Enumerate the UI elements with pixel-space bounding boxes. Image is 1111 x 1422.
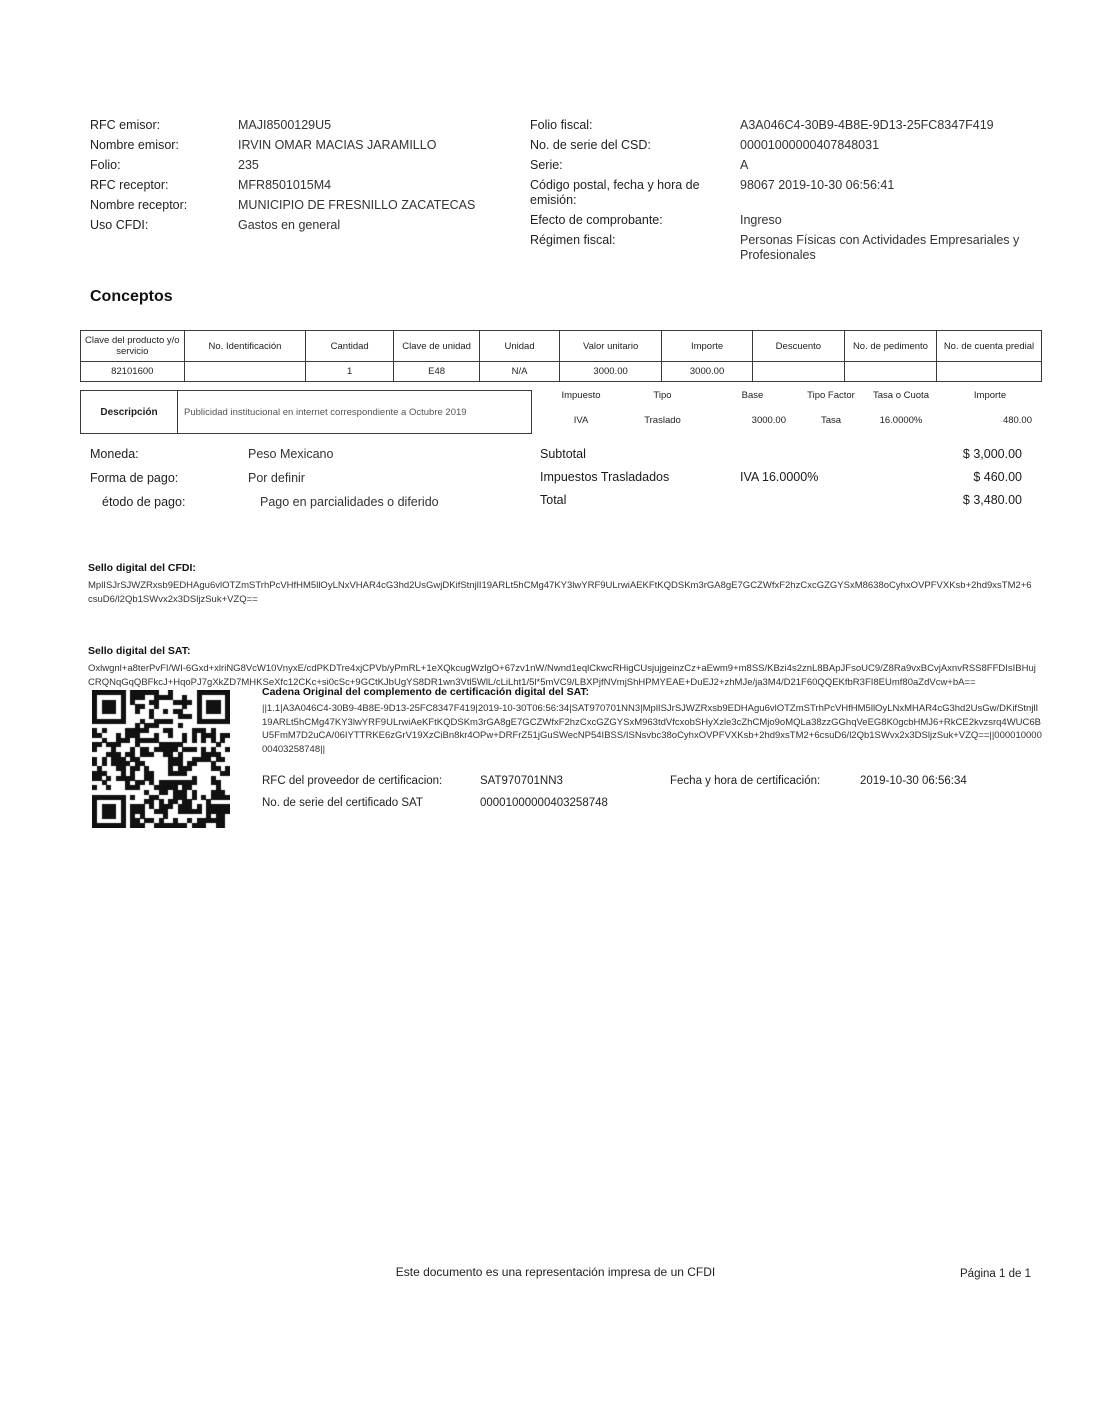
impuestos-header-row	[542, 390, 1042, 401]
field-value: MAJI8500129U5	[238, 118, 332, 132]
field-nombre-emisor	[90, 138, 530, 153]
col-tipo-factor: Tipo Factor	[807, 390, 855, 401]
total-label: Total	[540, 493, 567, 507]
field-value: A3A046C4-30B9-4B8E-9D13-25FC8347F419	[740, 118, 994, 132]
field-label: RFC emisor:	[90, 118, 161, 132]
field-label: Moneda:	[90, 447, 139, 461]
total-amount: $ 3,000.00	[962, 447, 1022, 461]
row-rfc-proveedor	[262, 775, 1042, 787]
field-value: MUNICIPIO DE FRESNILLO ZACATECAS	[238, 198, 476, 212]
field-value: 98067 2019-10-30 06:56:41	[740, 178, 895, 192]
field-rfc-receptor	[90, 178, 530, 193]
cell-importe: 3000.00	[662, 362, 753, 382]
spacer	[860, 797, 1042, 809]
field-uso-cfdi	[90, 218, 530, 233]
cell-importe-impuesto: 480.00	[1002, 415, 1032, 426]
field-label: Código postal, fecha y hora de emisión:	[530, 178, 700, 207]
serie-certificado-value: 00001000000403258748	[480, 797, 608, 809]
section-title-conceptos: Conceptos	[90, 288, 173, 305]
field-codigo-postal-fecha	[530, 178, 1030, 208]
field-label: No. de serie del CSD:	[530, 138, 651, 152]
field-serie-csd	[530, 138, 1030, 153]
qr-code-icon	[92, 690, 230, 828]
certificacion-block	[262, 775, 1042, 819]
footer-page-number: Página 1 de 1	[960, 1268, 1031, 1280]
field-folio	[90, 158, 530, 173]
impuestos-block	[542, 390, 1042, 426]
col-valor-unitario: Valor unitario	[559, 331, 661, 362]
field-value: Por definir	[248, 471, 305, 485]
serie-certificado-label: No. de serie del certificado SAT	[262, 797, 423, 809]
table-header-row	[81, 331, 1042, 362]
col-importe: Importe	[662, 331, 753, 362]
field-label: étodo de pago:	[102, 495, 186, 509]
cell-base: 3000.00	[751, 415, 786, 426]
field-label: Folio:	[90, 158, 121, 172]
field-efecto-comprobante	[530, 213, 1030, 228]
col-unidad: Unidad	[480, 331, 560, 362]
field-value: MFR8501015M4	[238, 178, 332, 192]
cell-valor-unitario: 3000.00	[559, 362, 661, 382]
spacer	[670, 797, 860, 809]
fecha-certificacion-value: 2019-10-30 06:56:34	[860, 775, 967, 787]
field-value: Pago en parcialidades o diferido	[260, 495, 439, 509]
field-value: Gastos en general	[238, 218, 341, 232]
col-importe-impuesto: Importe	[973, 390, 1007, 401]
row-serie-certificado	[262, 797, 1042, 809]
field-folio-fiscal	[530, 118, 1030, 133]
cell-tipo-factor: Tasa	[820, 415, 842, 426]
col-cuenta-predial: No. de cuenta predial	[936, 331, 1041, 362]
cell-unidad: N/A	[480, 362, 560, 382]
total-subtotal	[540, 447, 1040, 461]
total-label: Impuestos Trasladados	[540, 470, 670, 484]
cell-tipo: Traslado	[644, 415, 681, 426]
pago-block	[90, 447, 510, 519]
field-value: IRVIN OMAR MACIAS JARAMILLO	[238, 138, 437, 152]
field-label: RFC receptor:	[90, 178, 169, 192]
footer-note: Este documento es una representación impresa de un CFDI	[395, 1265, 716, 1279]
descripcion-box	[80, 390, 532, 434]
cell-no-pedimento	[844, 362, 936, 382]
field-label: Folio fiscal:	[530, 118, 593, 132]
field-label: Régimen fiscal:	[530, 233, 616, 247]
field-rfc-emisor	[90, 118, 530, 133]
table-row	[81, 362, 1042, 382]
rfc-proveedor-value: SAT970701NN3	[480, 775, 563, 787]
cell-descuento	[752, 362, 844, 382]
field-metodo-pago	[90, 495, 510, 510]
sello-cfdi-block	[88, 562, 1036, 606]
cadena-original-block	[262, 686, 1042, 756]
total-detail: IVA 16.0000%	[740, 470, 819, 484]
field-label: Nombre receptor:	[90, 198, 188, 212]
rfc-proveedor-label: RFC del proveedor de certificacion:	[262, 775, 443, 787]
cell-impuesto: IVA	[573, 415, 589, 426]
total-amount: $ 3,480.00	[962, 493, 1022, 507]
field-regimen-fiscal	[530, 233, 1030, 263]
field-value: 235	[238, 158, 259, 172]
impuestos-data-row	[542, 415, 1042, 426]
field-forma-pago	[90, 471, 510, 486]
descripcion-text: Publicidad institucional en internet correspondiente a Octubre 2019	[184, 406, 467, 418]
total-total	[540, 493, 1040, 507]
field-value: Ingreso	[740, 213, 782, 227]
cell-cantidad: 1	[306, 362, 394, 382]
field-label: Serie:	[530, 158, 563, 172]
sello-sat-text: Oxlwgnl+a8terPvFI/WI-6Gxd+xlriNG8VcW10VnyxE/cdPKDTre4xjCPVb/yPmRL+1eXQkcugWzlgO+67zv1nW/Nwnd1eqlCkwcRHigCUsjujgeinzCz+aEwm9+m8SS/KBzi4s2znL8BApJFsoUC9/Z8Ra9vxBCvjAxnvRSS8FFDIsIBHujCRQNqGqQBFkcJ+HqoPJ7gXkZD7MHKSeXfc12CKc+si0cSc+9GCtKJbUgYS8DR1wn3Vtl5WlL/cLiLht1/5l*5mVC9/LBXPjfNVmjShHPMYEAE+DuEJ2+zhMJe/ja3M4/D21F60QQEKfbR3FI8EUmf80aZdVcw+bA==	[88, 663, 1036, 688]
col-descuento: Descuento	[752, 331, 844, 362]
sello-cfdi-text: MplISJrSJWZRxsb9EDHAgu6vlOTZmSTrhPcVHfHM5llOyLNxVHAR4cG3hd2UsGwjDKifStnjlI19ARLt5hCMg47KY3lwYRF9ULrwiAEKFtKQDSKm3rGA8gE7GCZWfxF2hzCxcGZGYSxM8638oCyhxOVPFVXKsb+2hd9xsTM2+6csuD6/l2Qb1SWvx2x3DSljzSuk+VZQ==	[88, 580, 1032, 605]
sello-sat-title: Sello digital del SAT:	[88, 645, 191, 657]
col-tipo: Tipo	[653, 390, 672, 401]
cell-tasa-cuota: 16.0000%	[879, 415, 923, 426]
cadena-original-title: Cadena Original del complemento de certificación digital del SAT:	[262, 686, 590, 698]
col-clave-producto: Clave del producto y/o servicio	[81, 331, 185, 362]
cell-clave-producto: 82101600	[81, 362, 185, 382]
header-block	[90, 118, 1030, 268]
field-value: Peso Mexicano	[248, 447, 334, 461]
field-label: Nombre emisor:	[90, 138, 179, 152]
cell-clave-unidad: E48	[394, 362, 480, 382]
col-tasa-cuota: Tasa o Cuota	[873, 390, 929, 401]
cell-cuenta-predial	[936, 362, 1041, 382]
totales-block	[540, 447, 1040, 516]
sello-sat-block	[88, 645, 1036, 689]
cell-no-identificacion	[184, 362, 306, 382]
cadena-original-text: ||1.1|A3A046C4-30B9-4B8E-9D13-25FC8347F419|2019-10-30T06:56:34|SAT970701NN3|MplISJrSJWZRxsb9EDHAgu6vlOTZmSTrhPcVHfHM5llOyLNxMHAR4cG3hd2UsGw/DKifStnjlI19ARLt5hCMg47KY3lwYRF9ULrwiAeKFtKQDSKm3rGA8gE7GCZWfxF2hzCxcGZGYSxM963tdVfcxobSHyXzle3cZhCMjo9oMQLa38zzGGhqVeEG8K0gcbHMJ6+RkCE2kvzsrq4WUC6BU5FmM7D2uCA/06IYTTRKE6zGrV19XzCiBn8kr4OPw+DRFrZ51jGuSWecNP54IBSS/ISNsvbc38oCyhxOVPFVXKsb+2hd9xsTM2+6csuD6/l2Qb1SWvx2x3DSljzSuk+VZQ==||00001000000403258748||	[262, 703, 1042, 755]
field-serie	[530, 158, 1030, 173]
field-label: Uso CFDI:	[90, 218, 149, 232]
col-no-pedimento: No. de pedimento	[844, 331, 936, 362]
descripcion-label: Descripción	[81, 391, 178, 433]
field-label: Efecto de comprobante:	[530, 213, 663, 227]
conceptos-table	[80, 330, 1042, 382]
total-impuestos-trasladados	[540, 470, 1040, 484]
field-value: A	[740, 158, 749, 172]
header-left-column	[90, 118, 530, 268]
col-no-identificacion: No. Identificación	[184, 331, 306, 362]
field-value: 00001000000407848031	[740, 138, 880, 152]
col-base: Base	[741, 390, 764, 401]
col-clave-unidad: Clave de unidad	[394, 331, 480, 362]
sello-cfdi-title: Sello digital del CFDI:	[88, 562, 196, 574]
header-right-column	[530, 118, 1030, 268]
total-amount: $ 460.00	[973, 470, 1022, 484]
field-label: Forma de pago:	[90, 471, 179, 485]
fecha-certificacion-label: Fecha y hora de certificación:	[670, 775, 821, 787]
field-value: Personas Físicas con Actividades Empresariales y Profesionales	[740, 233, 1020, 262]
col-cantidad: Cantidad	[306, 331, 394, 362]
field-moneda	[90, 447, 510, 462]
field-nombre-receptor	[90, 198, 530, 213]
total-label: Subtotal	[540, 447, 586, 461]
col-impuesto: Impuesto	[561, 390, 601, 401]
